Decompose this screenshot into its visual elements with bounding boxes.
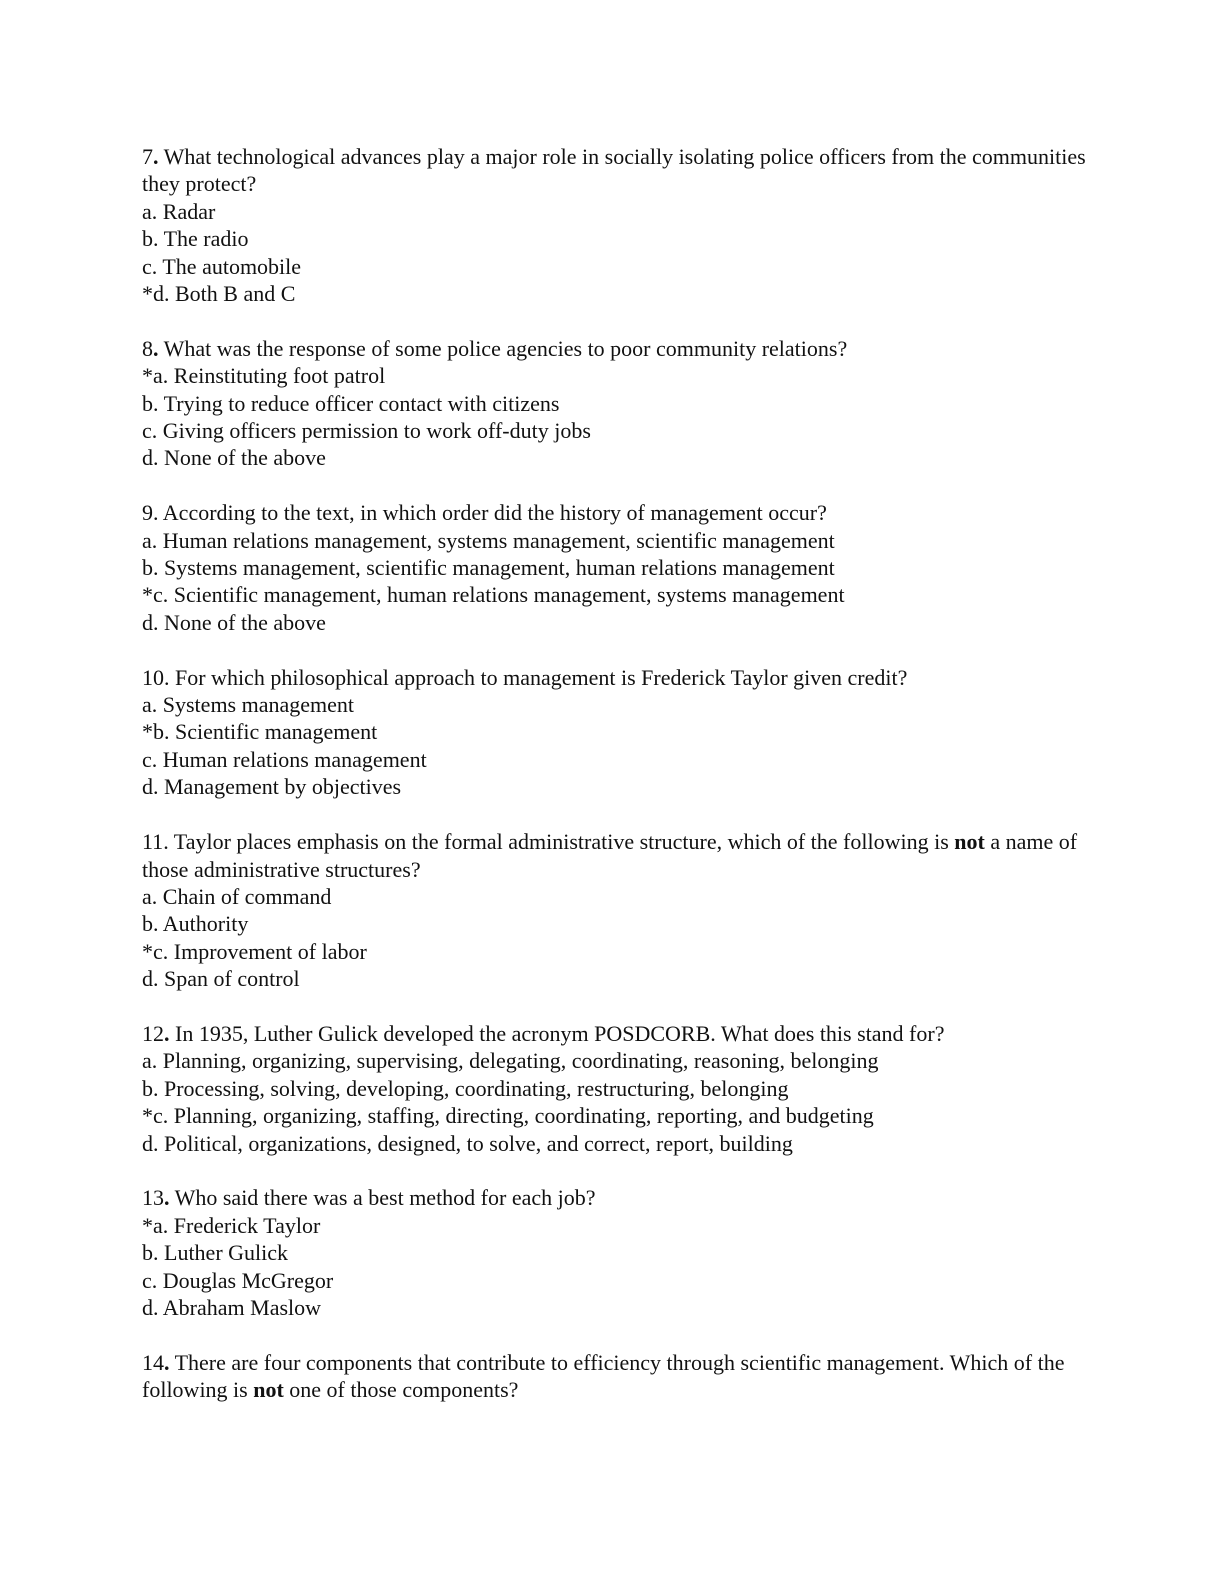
- question-8: [142, 335, 1102, 472]
- answer-option: c. Douglas McGregor: [142, 1267, 334, 1293]
- question-stem: [142, 143, 1102, 198]
- question-number: 10: [142, 664, 164, 690]
- answer-option: *d. Both B and C: [142, 281, 296, 307]
- question-9: [142, 499, 1102, 636]
- answer-option: *c. Improvement of labor: [142, 938, 367, 964]
- answer-option: b. The radio: [142, 226, 249, 252]
- answer-option: *a. Frederick Taylor: [142, 1212, 321, 1238]
- answer-option: *c. Scientific management, human relations management, systems management: [142, 582, 845, 608]
- answer-option: c. The automobile: [142, 253, 302, 279]
- document-page: [142, 143, 1102, 1431]
- answer-option: a. Systems management: [142, 692, 355, 718]
- answer-option: d. Abraham Maslow: [142, 1294, 322, 1320]
- answer-option: b. Authority: [142, 911, 249, 937]
- question-number: 13: [142, 1185, 164, 1211]
- question-number: 12: [142, 1020, 164, 1046]
- question-number-dot: .: [164, 1020, 170, 1046]
- question-text: In 1935, Luther Gulick developed the acronym POSDCORB. What does this stand for?: [169, 1020, 945, 1046]
- answer-option: a. Human relations management, systems management, scientific management: [142, 527, 835, 553]
- answer-option: *a. Reinstituting foot patrol: [142, 363, 386, 389]
- question-text: What technological advances play a major role in socially isolating police officers from the communities they protect?: [142, 144, 1086, 197]
- question-stem: [142, 1020, 1102, 1047]
- answer-option: b. Systems management, scientific management, human relations management: [142, 555, 835, 581]
- question-14: [142, 1349, 1102, 1404]
- answer-option: b. Trying to reduce officer contact with citizens: [142, 390, 560, 416]
- question-text: . For which philosophical approach to management is Frederick Taylor given credit?: [164, 664, 908, 690]
- question-text: . According to the text, in which order did the history of management occur?: [153, 500, 827, 526]
- question-number-dot: .: [153, 335, 159, 361]
- answer-option: a. Radar: [142, 198, 216, 224]
- answer-option: c. Human relations management: [142, 746, 427, 772]
- answer-option: b. Processing, solving, developing, coordinating, restructuring, belonging: [142, 1075, 789, 1101]
- question-13: [142, 1184, 1102, 1321]
- answer-option: d. Political, organizations, designed, to solve, and correct, report, building: [142, 1130, 793, 1156]
- answer-option: d. None of the above: [142, 609, 326, 635]
- question-stem: [142, 1184, 1102, 1211]
- question-stem: [142, 499, 1102, 526]
- question-stem: [142, 828, 1102, 883]
- answer-option: b. Luther Gulick: [142, 1240, 289, 1266]
- emphasis-text: not: [253, 1377, 284, 1403]
- question-text: one of those components?: [283, 1377, 519, 1403]
- answer-option: d. Span of control: [142, 966, 300, 992]
- answer-option: *b. Scientific management: [142, 719, 378, 745]
- question-text: Who said there was a best method for each job?: [169, 1185, 596, 1211]
- question-text: a name of those administrative structures?: [142, 829, 1078, 882]
- answer-option: c. Giving officers permission to work off-duty jobs: [142, 418, 591, 444]
- question-10: [142, 664, 1102, 801]
- question-stem: [142, 664, 1102, 691]
- question-number: 14: [142, 1349, 164, 1375]
- question-text: What was the response of some police agencies to poor community relations?: [158, 335, 848, 361]
- answer-option: d. Management by objectives: [142, 774, 402, 800]
- question-number: 11: [142, 829, 164, 855]
- answer-option: a. Chain of command: [142, 883, 332, 909]
- answer-option: d. None of the above: [142, 445, 326, 471]
- question-number-dot: .: [164, 1185, 170, 1211]
- question-number-dot: .: [164, 1349, 170, 1375]
- question-7: [142, 143, 1102, 307]
- question-text: . Taylor places emphasis on the formal administrative structure, which of the following is: [163, 829, 955, 855]
- answer-option: a. Planning, organizing, supervising, delegating, coordinating, reasoning, belonging: [142, 1048, 879, 1074]
- emphasis-text: not: [954, 829, 985, 855]
- question-list: [142, 143, 1102, 1404]
- question-number: 7: [142, 144, 153, 169]
- question-12: [142, 1020, 1102, 1157]
- question-number-dot: .: [153, 144, 159, 169]
- question-stem: [142, 1349, 1102, 1404]
- question-text: There are four components that contribute to efficiency through scientific management. Which of the following is: [142, 1349, 1065, 1403]
- answer-option: *c. Planning, organizing, staffing, directing, coordinating, reporting, and budgeting: [142, 1103, 874, 1129]
- question-number: 8: [142, 335, 153, 361]
- question-number: 9: [142, 500, 153, 526]
- question-11: [142, 828, 1102, 992]
- question-stem: [142, 335, 1102, 362]
